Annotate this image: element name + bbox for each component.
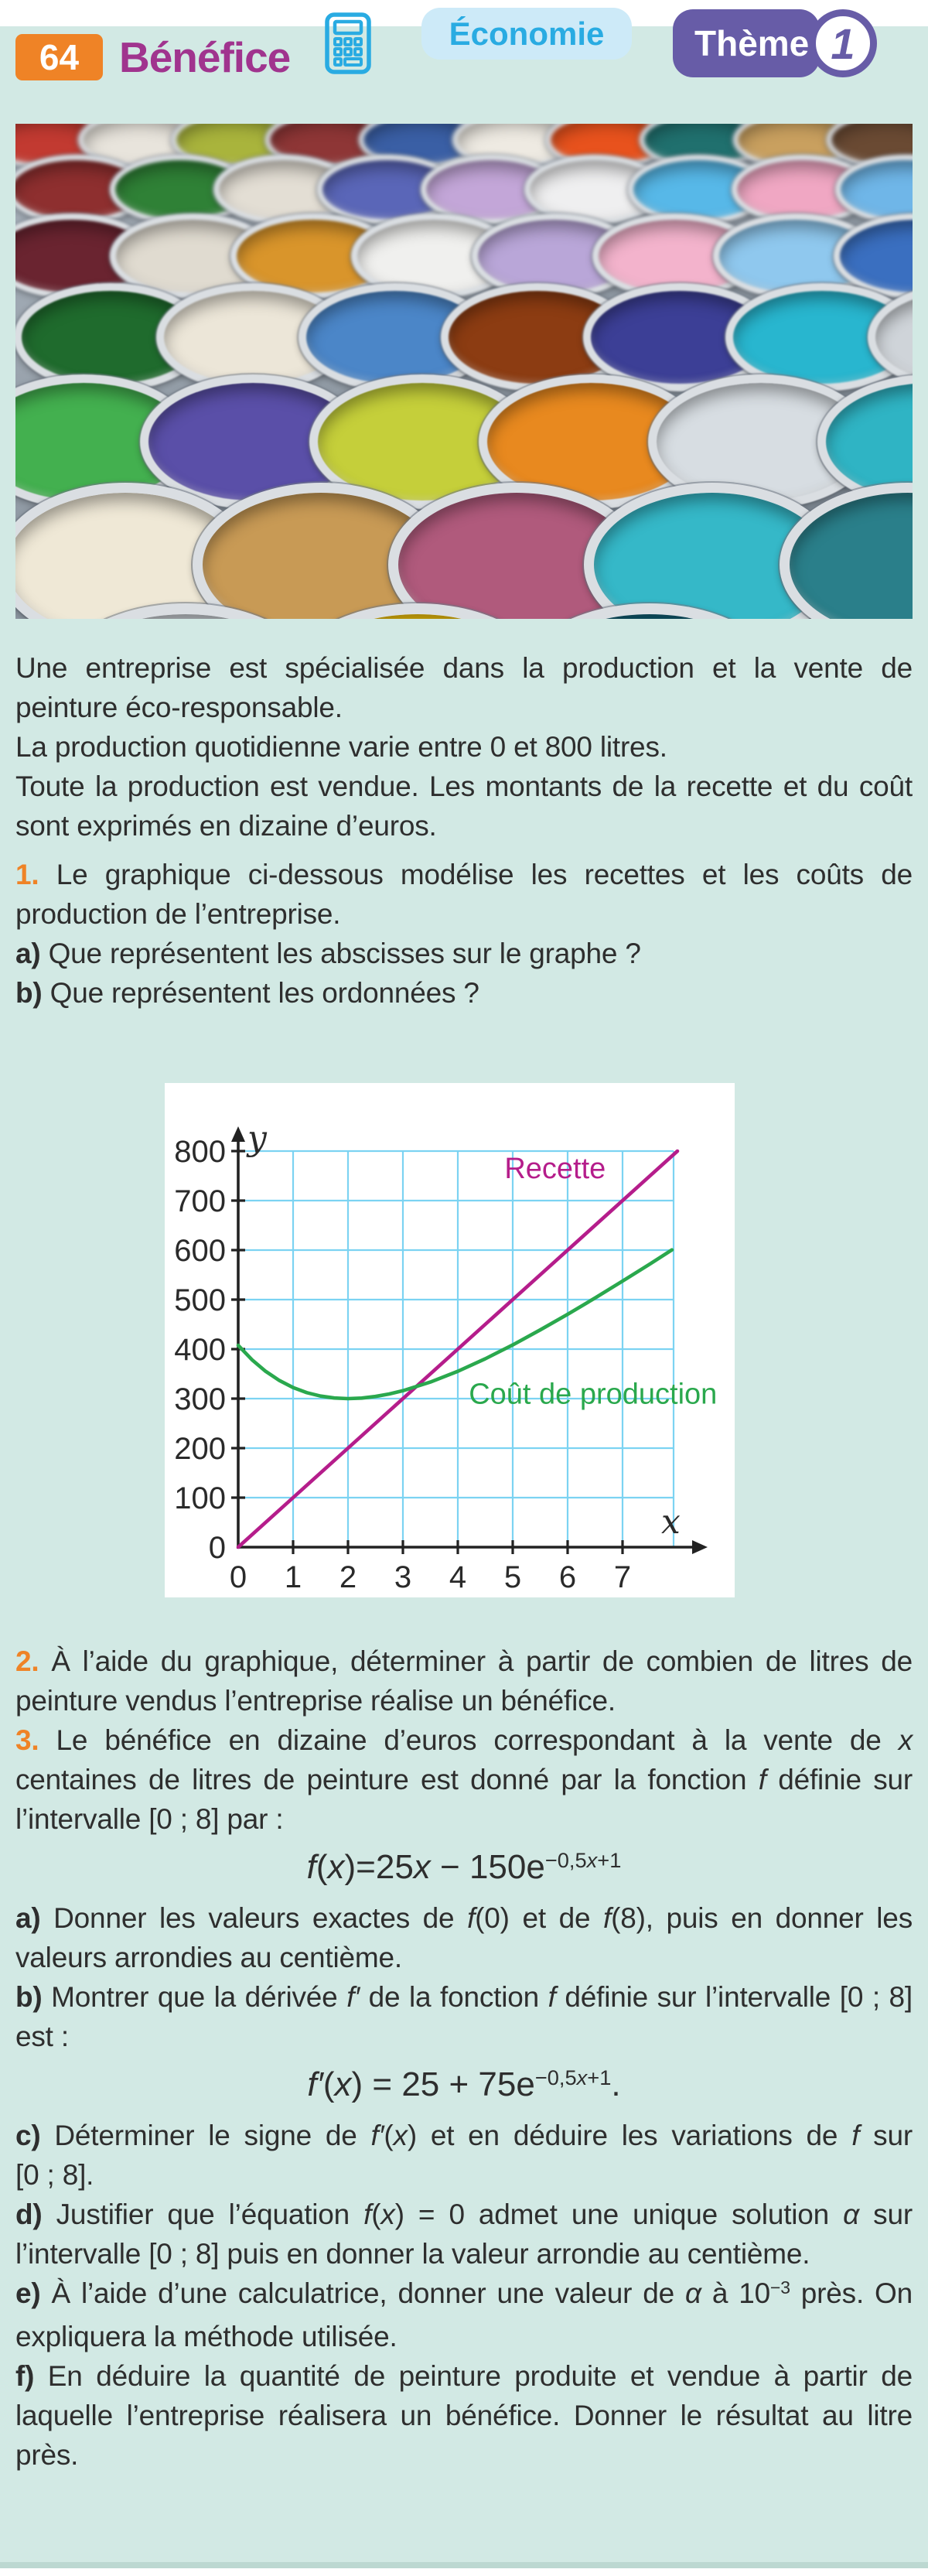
exercise-text-bottom [15,1642,913,2475]
x-tick-label: 6 [558,1560,577,1594]
revenue-cost-chart [165,1083,735,1597]
y-tick-label: 300 [174,1382,226,1416]
question-3f: f) En déduire la quantité de peinture produite et vendue à partir de laquelle l’entreprise réalisera un bénéfice. Donner le résultat au litre près. [15,2360,913,2471]
y-axis-label: y [247,1119,267,1158]
question-3b: b) Montrer que la dérivée f′ de la fonction f définie sur l’intervalle [0 ; 8] est : [15,1981,913,2052]
category-badge [421,8,632,60]
exercise-text-top [15,648,913,1013]
y-tick-label: 600 [174,1234,226,1268]
y-tick-label: 100 [174,1481,226,1515]
page-title: Bénéfice [119,33,291,81]
intro-paragraph: Une entreprise est spécialisée dans la production et la vente de peinture éco-responsable. [15,652,913,723]
theme-number-circle [809,9,877,77]
x-tick-label: 4 [449,1560,467,1594]
y-axis-arrow [231,1126,245,1142]
x-axis-label: x [661,1502,681,1542]
category-badge-label: Économie [449,15,605,52]
theme-badge-label: Thème [694,23,810,63]
x-tick-label: 0 [229,1560,247,1594]
y-tick-label: 700 [174,1184,226,1218]
series-line-co-t-de-production [238,1250,672,1399]
x-tick-label: 5 [503,1560,522,1594]
x-tick-label: 3 [394,1560,412,1594]
y-tick-label: 0 [208,1531,226,1565]
y-tick-label: 400 [174,1333,226,1367]
question-3a: a) Donner les valeurs exactes de f(0) et de f(8), puis en donner les valeurs arrondies au centième. [15,1902,913,1973]
units-paragraph: Toute la production est vendue. Les montants de la recette et du coût sont exprimés en dizaine d’euros. [15,770,913,842]
question-3e: e) À l’aide d’une calculatrice, donner une valeur de α à $10^{-3}$ près. On expliquera la méthode utilisée. [15,2277,913,2352]
theme-number: 1 [831,19,855,68]
series-label-co-t-de-production: Coût de production [469,1378,718,1411]
question-3d: d) Justifier que l’équation f(x) = 0 admet une unique solution α sur l’intervalle [0 ; 8] puis en donner la valeur arrondie au centième. [15,2198,913,2270]
production-range: La production quotidienne varie entre 0 et 800 litres. [15,731,667,763]
question-2: 2. À l’aide du graphique, déterminer à partir de combien de litres de peinture vendus l’entreprise réalise un bénéfice. [15,1645,913,1717]
graph-panel [165,1083,735,1597]
exercise-number: 64 [39,37,80,77]
calculator-icon [324,12,372,79]
formula-f-prime: $f'(x) = 25 + 75e^{-0,5x+1}$. [307,2065,621,2103]
x-axis-arrow [692,1540,708,1554]
series-label-recette: Recette [504,1153,606,1186]
question-3: 3. Le bénéfice en dizaine d’euros correspondant à la vente de x centaines de litres de peinture est donné par la fonction f définie sur l’intervalle [0 ; 8] par : [15,1724,913,1835]
x-tick-label: 1 [284,1560,302,1594]
page-bottom-edge [0,2562,928,2568]
y-tick-label: 200 [174,1432,226,1466]
formula-f: $f(x)=25x - 150e^{-0,5x+1}$ [306,1847,622,1886]
question-1b: b) Que représentent les ordonnées ? [15,977,479,1009]
x-tick-label: 2 [339,1560,357,1594]
theme-badge [673,9,820,77]
paint-cans-photo [15,124,913,619]
exercise-number-badge [15,34,103,80]
question-3c: c) Déterminer le signe de f′(x) et en déduire les variations de f sur [0 ; 8]. [15,2120,913,2191]
y-tick-label: 500 [174,1283,226,1317]
y-tick-label: 800 [174,1135,226,1169]
question-1a: a) Que représentent les abscisses sur le graphe ? [15,938,641,969]
calculator-icon-svg [324,12,372,75]
question-1: 1. Le graphique ci-dessous modélise les recettes et les coûts de production de l’entreprise. [15,859,913,930]
x-tick-label: 7 [613,1560,632,1594]
